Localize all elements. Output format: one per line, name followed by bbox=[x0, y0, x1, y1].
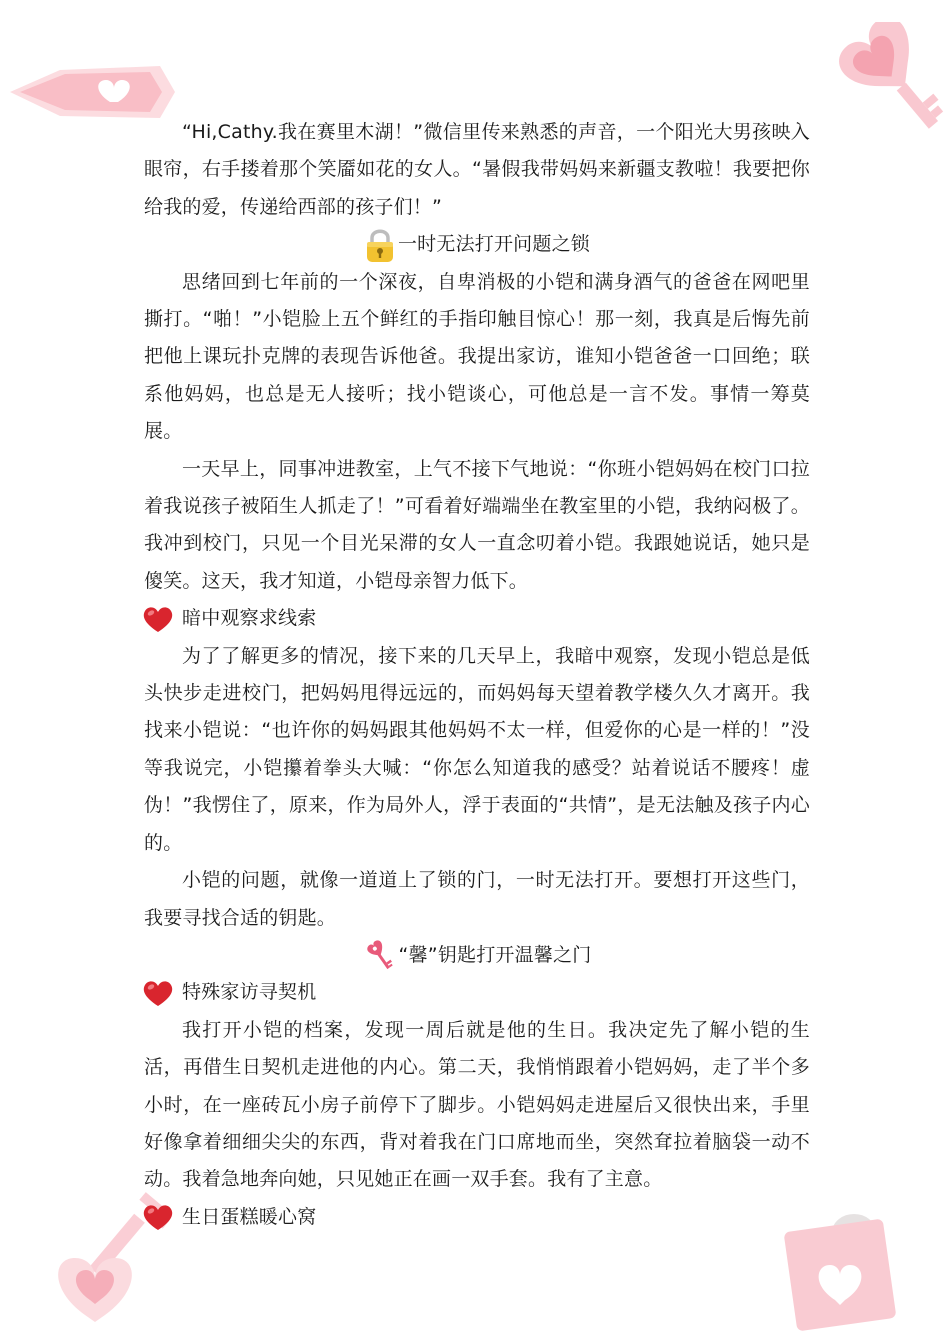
subheading-1 bbox=[144, 600, 810, 637]
padlock-icon bbox=[364, 227, 396, 263]
subheading-3 bbox=[144, 1199, 810, 1236]
subheading-text: 生日蛋糕暖心窝 bbox=[182, 1205, 317, 1228]
paragraph-2: 思绪回到七年前的一个深夜，自卑消极的小铠和满身酒气的爸爸在网吧里撕打。“啪！”小铠脸上五个鲜红的手指印触目惊心！那一刻，我真是后悔先前把他上课玩扑克牌的表现告诉他爸。我提出家访，谁知小铠爸爸一口回绝；联系他妈妈，也总是无人接听；找小铠谈心，可他总是一言不发。事情一筹莫展。 bbox=[144, 270, 810, 443]
subheading-text: 特殊家访寻契机 bbox=[182, 981, 317, 1004]
key-icon bbox=[363, 939, 397, 973]
subheading-text: 暗中观察求线索 bbox=[182, 607, 317, 630]
paragraph-1: “Hi,Cathy.我在赛里木湖！”微信里传来熟悉的声音，一个阳光大男孩映入眼帘，右手搂着那个笑靥如花的女人。“暑假我带妈妈来新疆支教啦！我要把你给我的爱，传递给西部的孩子们！” bbox=[144, 121, 810, 218]
ribbon-lock-decoration bbox=[10, 62, 175, 122]
paragraph-5: 小铠的问题，就像一道道上了锁的门，一时无法打开。要想打开这些门，我要寻找合适的钥匙。 bbox=[144, 869, 810, 929]
section-heading-1 bbox=[144, 226, 810, 263]
subheading-2 bbox=[144, 974, 810, 1011]
heart-icon bbox=[142, 1203, 174, 1231]
heart-key-decoration-top-right bbox=[800, 22, 945, 157]
heart-icon bbox=[142, 979, 174, 1007]
heading-text: “馨”钥匙打开温馨之门 bbox=[398, 943, 592, 966]
paragraph-6: 我打开小铠的档案，发现一周后就是他的生日。我决定先了解小铠的生活，再借生日契机走进他的内心。第二天，我悄悄跟着小铠妈妈，走了半个多小时，在一座砖瓦小房子前停下了脚步。小铠妈妈走进屋后又很快出来，手里好像拿着细细尖尖的东西，背对着我在门口席地而坐，突然耷拉着脑袋一动不动。我着急地奔向她，只见她正在画一双手套。我有了主意。 bbox=[144, 1018, 810, 1191]
section-heading-2 bbox=[144, 937, 810, 974]
paragraph-4: 为了了解更多的情况，接下来的几天早上，我暗中观察，发现小铠总是低头快步走进校门，把妈妈甩得远远的，而妈妈每天望着教学楼久久才离开。我找来小铠说：“也许你的妈妈跟其他妈妈不太一样，但爱你的心是一样的！”没等我说完，小铠攥着拳头大喊：“你怎么知道我的感受？站着说话不腰疼！虚伪！”我愣住了，原来，作为局外人，浮于表面的“共情”，是无法触及孩子内心的。 bbox=[144, 644, 810, 854]
paragraph-3: 一天早上，同事冲进教室，上气不接下气地说：“你班小铠妈妈在校门口拉着我说孩子被陌生人抓走了！”可看着好端端坐在教室里的小铠，我纳闷极了。我冲到校门，只见一个目光呆滞的女人一直念叨着小铠。我跟她说话，她只是傻笑。这天，我才知道，小铠母亲智力低下。 bbox=[144, 457, 810, 592]
heart-icon bbox=[142, 605, 174, 633]
article-body bbox=[144, 114, 810, 1236]
heading-text: 一时无法打开问题之锁 bbox=[397, 233, 590, 256]
